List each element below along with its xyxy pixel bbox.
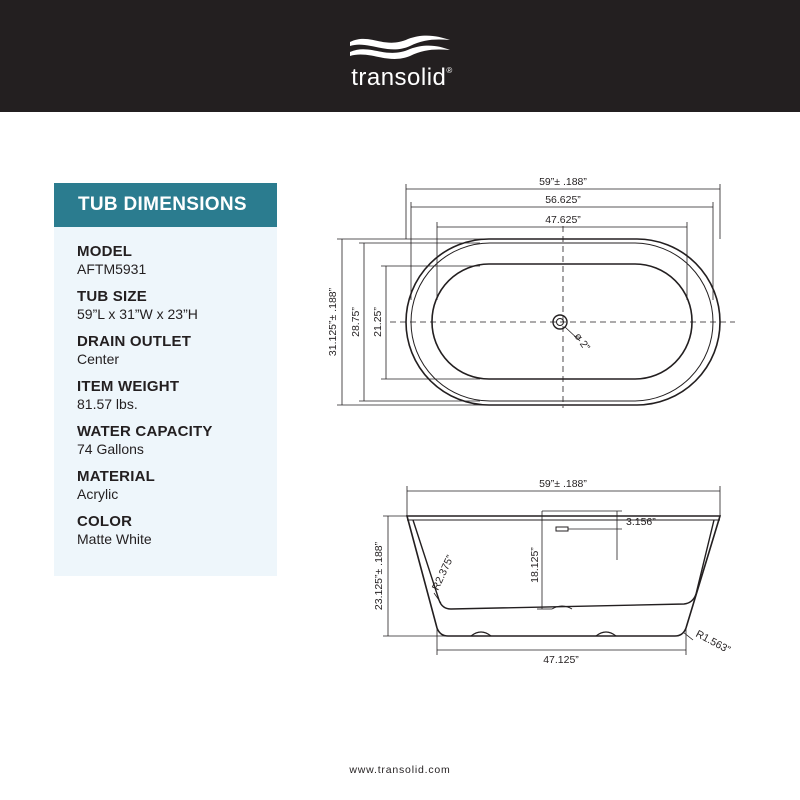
spec-value: 81.57 lbs.	[77, 396, 138, 412]
tub-basin-outline	[432, 264, 692, 379]
base-radius-leader	[683, 632, 693, 640]
spec-label: MATERIAL	[77, 468, 155, 485]
spec-label: TUB SIZE	[77, 288, 147, 305]
spec-value: 74 Gallons	[77, 441, 144, 457]
label-overflow-height: 3.156”	[626, 516, 656, 528]
spec-value: Matte White	[77, 531, 152, 547]
website-url: www.transolid.com	[349, 764, 451, 776]
label-base-radius: R1.563”	[693, 628, 733, 657]
panel-title: TUB DIMENSIONS	[54, 183, 277, 227]
label-side-top-length: 59”± .188”	[539, 478, 587, 490]
spec-value: 59”L x 31”W x 23”H	[77, 306, 198, 322]
overflow-fitting	[556, 527, 568, 531]
spec-value: Center	[77, 351, 120, 367]
spec-value: AFTM5931	[77, 261, 147, 277]
label-overall-width: 31.125”± .188”	[327, 287, 339, 357]
tub-side-basin	[413, 520, 714, 609]
spec-label: WATER CAPACITY	[77, 423, 213, 440]
label-inner-radius: R2.375”	[429, 553, 457, 593]
label-water-depth: 18.125”	[529, 547, 541, 583]
spec-value: Acrylic	[77, 486, 119, 502]
dim-side-top-length	[407, 486, 720, 516]
spec-label: ITEM WEIGHT	[77, 378, 180, 395]
label-inner-width: 21.25”	[372, 307, 384, 337]
dim-overflow-height	[542, 511, 622, 560]
label-overall-height: 23.125”± .188”	[373, 541, 385, 611]
spec-label: MODEL	[77, 243, 133, 260]
spec-label: DRAIN OUTLET	[77, 333, 192, 350]
label-overall-length: 59”± .188”	[539, 176, 587, 188]
label-rim-length: 56.625”	[545, 194, 581, 206]
label-base-length: 47.125”	[543, 654, 579, 666]
side-view	[383, 486, 720, 655]
dim-base-length	[437, 628, 686, 655]
trademark-symbol: ®	[446, 66, 453, 75]
label-drain-diameter: ø 2”	[571, 330, 593, 354]
dim-inner-length	[437, 222, 687, 300]
dim-inner-width	[381, 266, 480, 379]
label-rim-width: 28.75”	[350, 307, 362, 337]
top-view	[337, 184, 735, 408]
label-inner-length: 47.625”	[545, 214, 581, 226]
tub-side-outer	[407, 516, 720, 636]
spec-label: COLOR	[77, 513, 133, 530]
brand-name: transolid	[351, 64, 447, 91]
